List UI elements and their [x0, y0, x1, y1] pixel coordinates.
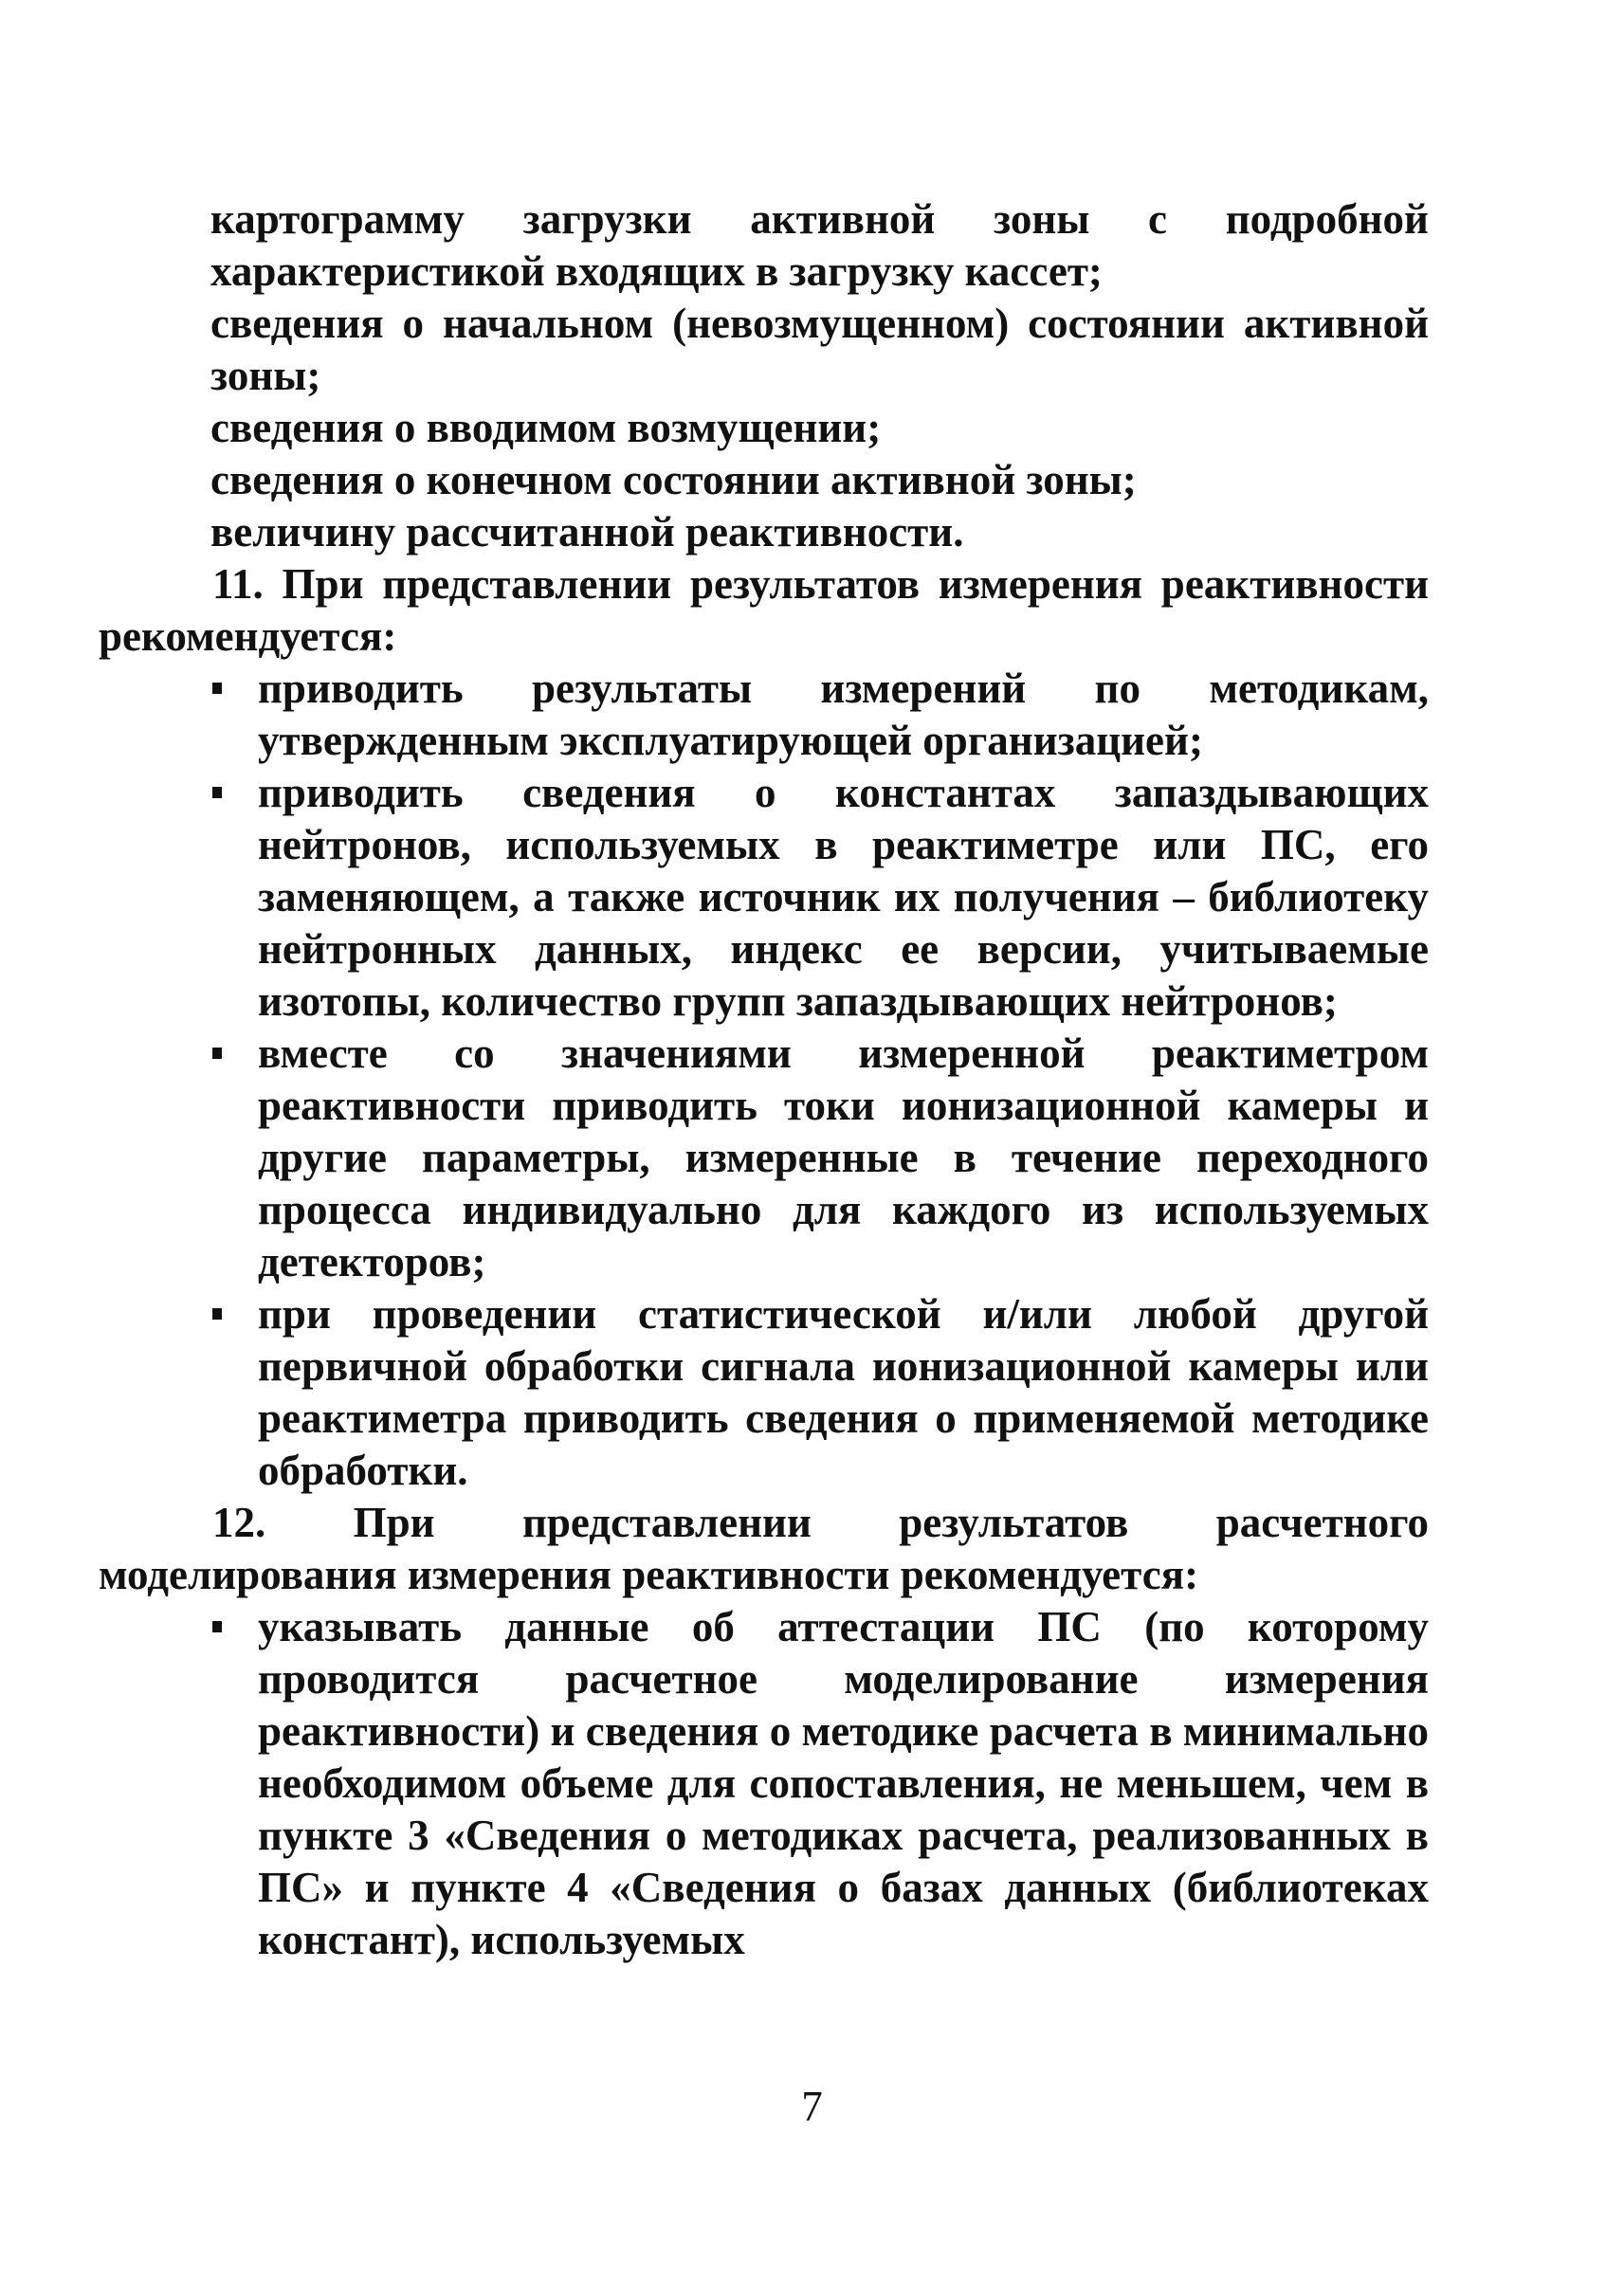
bullet-square-icon [212, 1621, 222, 1632]
bullet-square-icon [212, 683, 222, 694]
intro-list [210, 193, 1429, 558]
intro-item-2: сведения о начальном (невозмущенном) состоянии активной зоны; [210, 300, 1429, 399]
list-item [99, 1028, 1429, 1288]
section-12 [99, 1497, 1429, 1966]
list-item [99, 1288, 1429, 1497]
bullet-text: приводить сведения о константах запаздывающих нейтронов, используемых в реактиметре или ПС, его заменяющем, а также источник их получения – библиотеку нейтронных данных, индекс ее версии, учитываемые изотопы, количество групп запаздывающих нейтронов; [258, 769, 1429, 1025]
bullet-text: при проведении статистической и/или любой другой первичной обработки сигнала ионизационной камеры или реактиметра приводить сведения о применяемой методике обработки. [258, 1290, 1429, 1494]
page-content [99, 193, 1429, 1966]
section-11-bullets [99, 663, 1429, 1497]
bullet-text: вместе со значениями измеренной реактиметром реактивности приводить токи ионизационной камеры и другие параметры, измеренные в течение переходного процесса индивидуально для каждого из используемых детекторов; [258, 1030, 1429, 1285]
intro-item-5: величину рассчитанной реактивности. [210, 508, 964, 556]
page-number: 7 [801, 2083, 823, 2130]
section-11-heading: 11. При представлении результатов измерения реактивности рекомендуется: [99, 560, 1429, 660]
intro-item-3: сведения о вводимом возмущении; [210, 404, 882, 451]
bullet-square-icon [212, 1048, 222, 1059]
bullet-text: приводить результаты измерений по методикам, утвержденным эксплуатирующей организацией; [258, 665, 1429, 764]
section-12-heading: 12. При представлении результатов расчетного моделирования измерения реактивности рекомендуется: [99, 1499, 1429, 1598]
section-12-bullets [99, 1601, 1429, 1966]
intro-item-1: картограмму загрузки активной зоны с подробной характеристикой входящих в загрузку кассет; [210, 195, 1429, 295]
bullet-text: указывать данные об аттестации ПС (по которому проводится расчетное моделирование измерения реактивности) и сведения о методике расчета в минимально необходимом объеме для сопоставления, не меньшем, чем в пункте 3 «Сведения о методиках расчета, реализованных в ПС» и пункте 4 «Сведения о базах данных (библиотеках констант), используемых [258, 1603, 1429, 1963]
list-item [99, 663, 1429, 767]
bullet-square-icon [212, 1308, 222, 1320]
list-item [99, 767, 1429, 1028]
section-11 [99, 558, 1429, 1497]
bullet-square-icon [212, 787, 222, 798]
intro-item-4: сведения о конечном состоянии активной зоны; [210, 456, 1137, 503]
list-item [99, 1601, 1429, 1966]
